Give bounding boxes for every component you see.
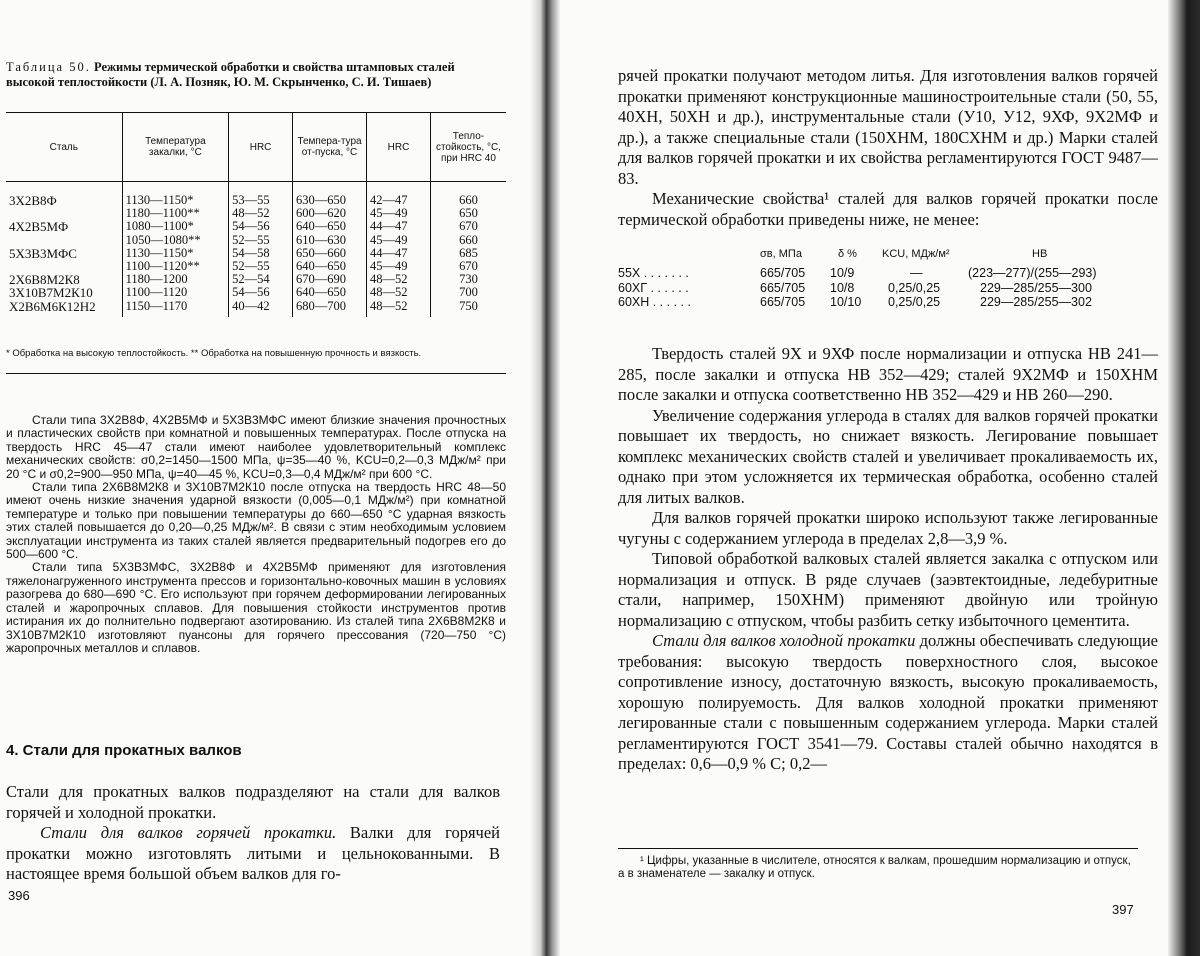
mech-row: [618, 266, 1163, 281]
table-cell: 2Х6В8М2К8: [9, 272, 80, 288]
table-cell: 42—47: [367, 194, 431, 207]
italic-run: Стали для валков холодной прокатки: [652, 631, 916, 650]
page-number: 397: [1112, 902, 1134, 917]
table-cell: 48—52: [367, 273, 431, 286]
table-cell: [6, 234, 122, 247]
table-cell: 600—620: [293, 207, 367, 220]
italic-run: Стали для валков горячей прокатки.: [40, 823, 337, 842]
table-cell: 650: [430, 207, 506, 220]
steel-properties-table: [6, 112, 506, 317]
mech-header-cell: σв, МПа: [760, 248, 802, 260]
table-cell: 1050—1080**: [122, 234, 228, 247]
table-cell: 670: [430, 260, 506, 273]
table-cell: 640—650: [293, 286, 367, 299]
paragraph: Стали типа 5Х3В3МФС, 3Х2В8Ф и 4Х2В5МФ применяют для изготовления тяжелонагруженного инструмента прессов и горизонтально-ковочных машин в условиях разогрева до 680—690 °С. Его используют при горячем деформировании легированных сталей и жаропрочных сплавов. Для повышения стойкости инструментов против истирания их до полнительно подвергают азотированию. Из сталей типа 2Х6В8М2К8 и 3Х10В7М2К10 изготовляют пуансоны для горячего прессования (720—750 °С) жаропрочных металлов и сплавов.: [6, 560, 506, 655]
left-page: [0, 0, 530, 956]
table-row: [6, 234, 506, 247]
mech-row: [618, 295, 1163, 310]
table-row: [6, 286, 506, 299]
table-header-cell: Сталь: [6, 113, 122, 182]
table-header-cell: Температура закалки, °С: [122, 113, 228, 182]
table-cell: 1100—1120**: [122, 260, 228, 273]
mech-cell: 55Х . . . . . . .: [618, 266, 689, 280]
mech-cell: 665/705: [760, 266, 806, 280]
right-body-main: [618, 344, 1158, 775]
table-cell: Х2В6М6К12Н2: [9, 298, 96, 314]
mech-cell: 0,25/0,25: [888, 295, 941, 309]
table-cell: 685: [430, 247, 506, 260]
table-cell: 610—630: [293, 234, 367, 247]
table-cell: 670—690: [293, 273, 367, 286]
book-gutter: [530, 0, 560, 956]
table-cell: 52—55: [229, 234, 293, 247]
paragraph: Стали для прокатных валков подразделяют на стали для валков горячей и холодной прокатки.: [6, 782, 500, 822]
table-cell: 670: [430, 220, 506, 233]
table-cell: 650—660: [293, 247, 367, 260]
paragraph: Стали типа 2Х6В8М2К8 и 3Х10В7М2К10 после отпуска на твердость HRC 48—50 имеют очень низкие значения ударной вязкости (0,005—0,1 МДж/м²) при комнатной температуре и только при повышении температуры до 660—650 °С ударная вязкость этих сталей повышается до 0,20—0,25 МДж/м². В связи с этим необходимым условием эксплуатации инструмента из таких сталей является предварительный подогрев его до 500—600 °С.: [6, 480, 506, 562]
mech-table: [618, 266, 1163, 310]
mech-cell: (223—277)/(255—293): [968, 266, 1097, 280]
section-heading: 4. Стали для прокатных валков: [6, 742, 242, 759]
paragraph: Твердость сталей 9Х и 9ХФ после нормализации и отпуска НВ 241—285, после закалки и отпуска НВ 352—429; сталей 9Х2МФ и 150ХНМ после закалки и отпуска соответственно НВ 352—429 и НВ 260—290.: [618, 344, 1158, 404]
mech-header-cell: δ %: [838, 248, 857, 260]
mech-header-cell: НВ: [1032, 248, 1048, 260]
table-caption-label: Таблица 50.: [6, 60, 91, 74]
table-row: [6, 300, 506, 317]
left-body-text: [6, 782, 500, 885]
table-cell: 53—55: [229, 194, 293, 207]
table-caption: [6, 60, 506, 90]
mech-header-cell: KCU, МДж/м²: [882, 248, 950, 260]
table-cell: 750: [430, 300, 506, 317]
table-cell: 54—58: [229, 247, 293, 260]
table-header-row: [6, 113, 506, 182]
mech-cell: 10/10: [830, 295, 862, 309]
table-cell: 48—52: [367, 300, 431, 317]
table-row: [6, 220, 506, 233]
table-cell: 1180—1100**: [122, 207, 228, 220]
mech-cell: 665/705: [760, 295, 806, 309]
table-cell: 730: [430, 273, 506, 286]
table-cell: 1130—1150*: [122, 247, 228, 260]
table-cell: 5Х3В3МФС: [9, 245, 77, 261]
paragraph: Увеличение содержания углерода в сталях для валков горячей прокатки повышает их твердость, но снижает вязкость. Легирование повышает комплекс механических свойств сталей и увеличивает прокаливаемость их, однако при этом усложняется их термическая обработка, особенно сталей для литых валков.: [618, 405, 1158, 507]
table-cell: 700: [430, 286, 506, 299]
page-number: 396: [8, 888, 30, 903]
table-cell: 660: [430, 234, 506, 247]
paragraph: Механические свойства¹ сталей для валков горячей прокатки после термической обработки приведены ниже, не менее:: [618, 189, 1158, 229]
table-cell: 3Х2В8Ф: [9, 193, 57, 208]
table-cell: 640—650: [293, 220, 367, 233]
right-body-top: [618, 66, 1158, 230]
mech-cell: 229—285/255—302: [980, 295, 1092, 309]
paragraph: рячей прокатки получают методом литья. Для изготовления валков горячей прокатки применяют конструкционные машиностроительные стали (50, 55, 40ХН, 50ХН и др.), инструментальные стали (У10, У12, 9ХФ, 9Х2МФ и др.), а также специальные стали (150ХНМ, 180СХНМ и др.) Марки сталей для валков горячей прокатки и их свойства регламентируются ГОСТ 9487—83.: [618, 66, 1158, 188]
table-cell: 45—49: [367, 207, 431, 220]
table-cell: 1100—1120: [122, 286, 228, 299]
mech-cell: 10/8: [830, 280, 855, 295]
mech-cell: 0,25/0,25: [888, 280, 941, 295]
table-cell: 48—52: [229, 207, 293, 220]
mech-cell: 229—285/255—300: [980, 280, 1092, 295]
footnote-text: ¹ Цифры, указанные в числителе, относятся к валкам, прошедшим нормализацию и отпуск, а в знаменателе — закалку и отпуск.: [618, 855, 1131, 880]
mech-cell: 60ХГ . . . . . .: [618, 280, 689, 295]
table-cell: 52—54: [229, 273, 293, 286]
table-cell: 640—650: [293, 260, 367, 273]
table-caption-text: Режимы термической обработки и свойства штамповых сталей высокой теплостойкости (Л. А. Позняк, Ю. М. Скрынченко, С. И. Тишаев): [6, 60, 455, 89]
table-cell: 44—47: [367, 220, 431, 233]
mech-cell: —: [910, 266, 923, 280]
paragraph: Типовой обработкой валковых сталей является закалка с отпуском или нормализация и отпуск. В ряде случаев (заэвтектоидные, ледебуритные стали, например, 150ХНМ) применяют двойную или тройную нормализацию с отпуском, чтобы разбить сетку избыточного цементита.: [618, 549, 1158, 630]
small-text-block: [6, 414, 506, 655]
table-cell: 660: [430, 194, 506, 207]
table-header-cell: Темпера-тура от-пуска, °С: [293, 113, 367, 182]
table-cell: 45—49: [367, 234, 431, 247]
table-cell: 1150—1170: [122, 300, 228, 317]
mech-cell: 60ХН . . . . . .: [618, 295, 691, 309]
paragraph: Для валков горячей прокатки широко используют также легированные чугуны с содержанием углерода в пределах 2,8—3,9 %.: [618, 508, 1158, 548]
table-header-cell: Тепло-стойкость, °С, при HRC 40: [430, 113, 506, 182]
table-cell: 1180—1200: [122, 273, 228, 286]
table-cell: 1080—1100*: [122, 220, 228, 233]
paragraph: Стали типа 3Х2В8Ф, 4Х2В5МФ и 5Х3В3МФС имеют близкие значения прочностных и пластических свойств при комнатной и повышенных температурах. После отпуска на твердость HRC 45—47 стали имеют наиболее удовлетворительный комплекс механических свойств: σ0,2=1450—1500 МПа, ψ=35—40 %, KCU=0,2—0,3 МДж/м² при 20 °С и σ0,2=900—950 МПа, ψ=40—45 %, KCU=0,3—0,4 МДж/м² при 600 °С.: [6, 413, 506, 481]
table-cell: 1130—1150*: [122, 194, 228, 207]
table-cell: 52—55: [229, 260, 293, 273]
mech-cell: 10/9: [830, 266, 855, 280]
table-header-cell: HRC: [367, 113, 431, 182]
mech-row: [618, 281, 1163, 296]
right-page: [560, 0, 1168, 956]
mech-cell: 665/705: [760, 280, 806, 295]
table-cell: 54—56: [229, 220, 293, 233]
table-cell: 45—49: [367, 260, 431, 273]
page-footnote: [618, 848, 1138, 881]
text-run: должны обеспечивать следующие требования: высокую твердость поверхностного слоя, высокое сопротивление износу, достаточную вязкость, высокую прокаливаемость, хорошую полируемость. Для валков холодной прокатки применяют легированные стали с повышенным содержанием углерода. Марки сталей регламентируются ГОСТ 3541—79. Составы сталей обычно находятся в пределах: 0,6—0,9 % С; 0,2—: [618, 631, 1158, 773]
book-edge: [1168, 0, 1200, 956]
table-cell: 630—650: [293, 194, 367, 207]
table-cell: 48—52: [367, 286, 431, 299]
table-footnote: * Обработка на высокую теплостойкость. ** Обработка на повышенную прочность и вязкость.: [6, 348, 506, 374]
table-cell: 3Х10В7М2К10: [9, 285, 93, 301]
table-cell: 4Х2В5МФ: [9, 219, 69, 235]
table-cell: 40—42: [229, 300, 293, 317]
paragraph: [618, 631, 1158, 775]
table-cell: 680—700: [293, 300, 367, 317]
table-cell: 54—56: [229, 286, 293, 299]
table-header-cell: HRC: [229, 113, 293, 182]
table-cell: 44—47: [367, 247, 431, 260]
paragraph: [6, 823, 500, 885]
text-run: Валки для горячей прокатки можно изготовлять литыми и цельнокованными. В настоящее время большой объем валков для го-: [6, 823, 500, 883]
